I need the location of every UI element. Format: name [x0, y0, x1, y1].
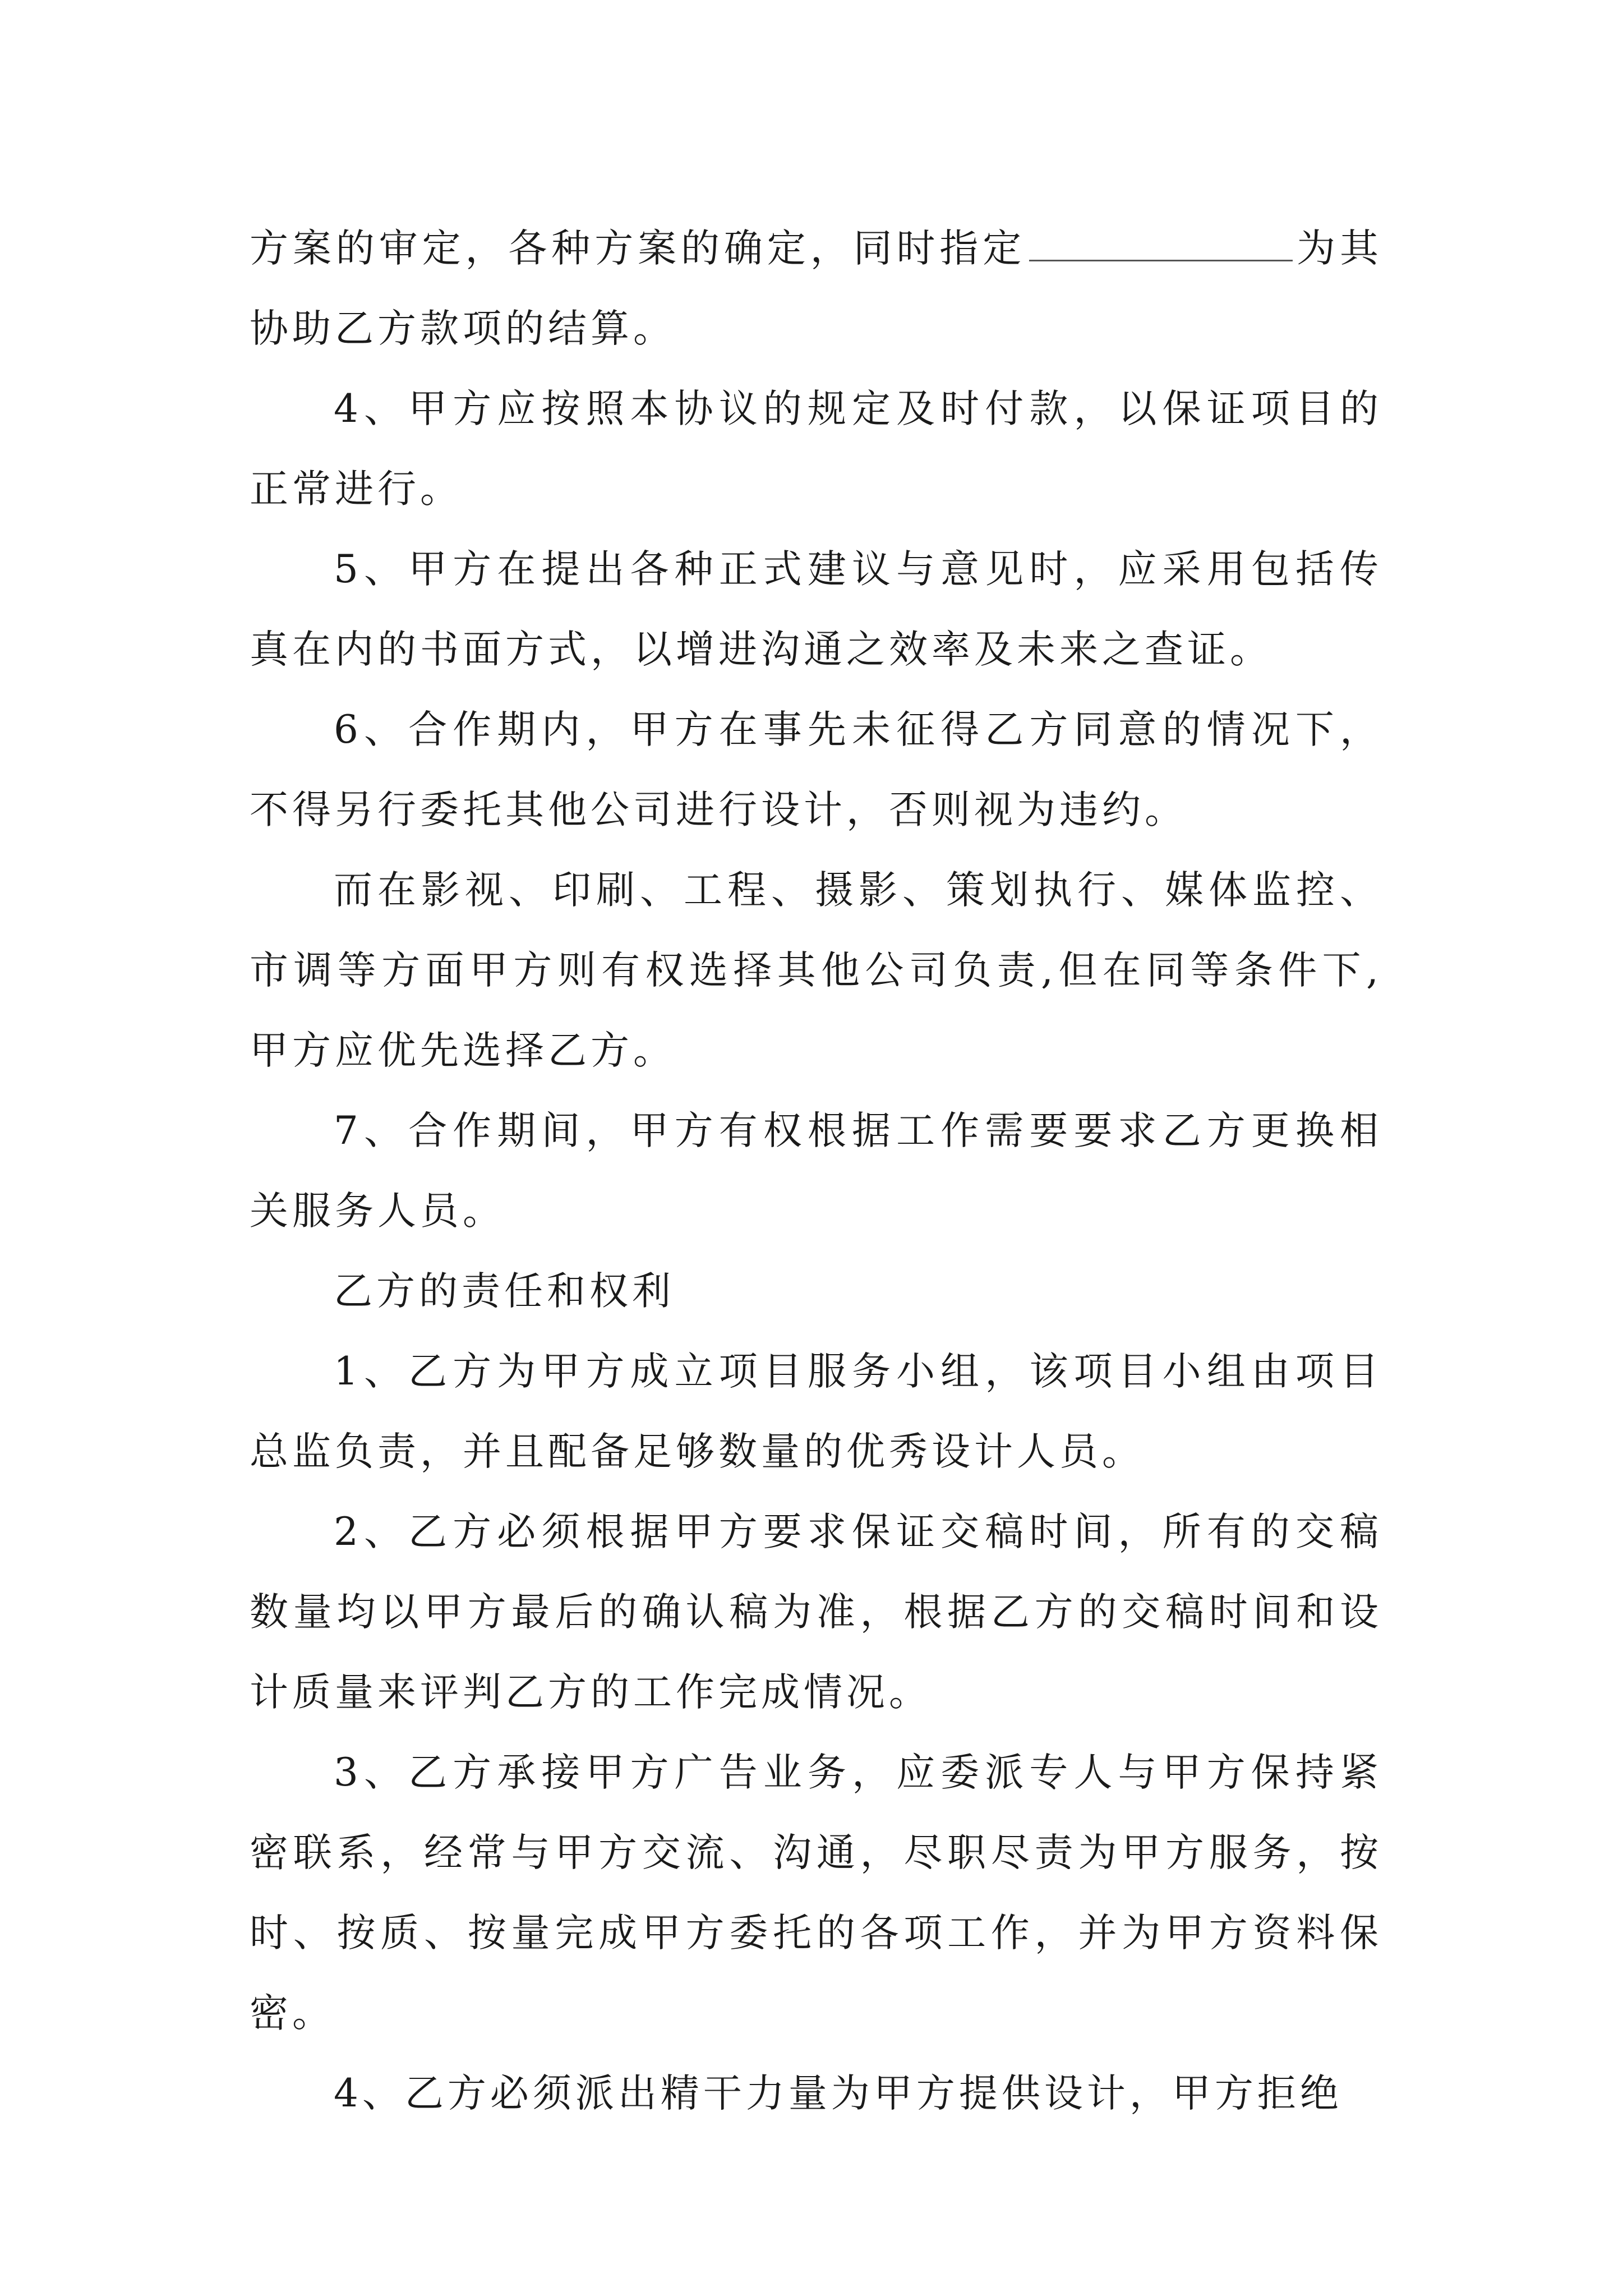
paragraph-clause-4: 4、甲方应按照本协议的规定及时付款，以保证项目的正常进行。: [250, 386, 1382, 512]
section-heading-party-b: 乙方的责任和权利: [334, 1269, 675, 1314]
paragraph-party-b-1: 1、乙方为甲方成立项目服务小组，该项目小组由项目总监负责，并且配备足够数量的优秀设计人员。: [250, 1349, 1382, 1474]
paragraph-party-b-2: 2、乙方必须根据甲方要求保证交稿时间，所有的交稿数量均以甲方最后的确认稿为准，根据乙方的交稿时间和设计质量来评判乙方的工作完成情况。: [250, 1510, 1382, 1715]
paragraph-clause-5: 5、甲方在提出各种正式建议与意见时，应采用包括传真在内的书面方式，以增进沟通之效率及未来之查证。: [250, 547, 1382, 672]
paragraph-party-b-4: 4、乙方必须派出精干力量为甲方提供设计，甲方拒绝: [334, 2071, 1343, 2116]
fill-in-blank: [1029, 226, 1293, 261]
document-body: [250, 209, 1382, 2134]
paragraph-continuation: [250, 209, 1382, 369]
paragraph-clause-7: 7、合作期间，甲方有权根据工作需要要求乙方更换相关服务人员。: [250, 1108, 1382, 1234]
paragraph-clause-6-supplement: 而在影视、印刷、工程、摄影、策划执行、媒体监控、市调等方面甲方则有权选择其他公司负责,但在同等条件下,甲方应优先选择乙方。: [250, 868, 1382, 1073]
paragraph-clause-6: 6、合作期内，甲方在事先未征得乙方同意的情况下，不得另行委托其他公司进行设计，否则视为违约。: [250, 707, 1382, 832]
paragraph-text: 为其协助乙方款项的结算。: [250, 226, 1383, 351]
paragraph-text: 方案的审定，各种方案的确定，同时指定: [250, 226, 1026, 271]
paragraph-party-b-3: 3、乙方承接甲方广告业务，应委派专人与甲方保持紧密联系，经常与甲方交流、沟通，尽职尽责为甲方服务，按时、按质、按量完成甲方委托的各项工作，并为甲方资料保密。: [250, 1750, 1382, 2036]
